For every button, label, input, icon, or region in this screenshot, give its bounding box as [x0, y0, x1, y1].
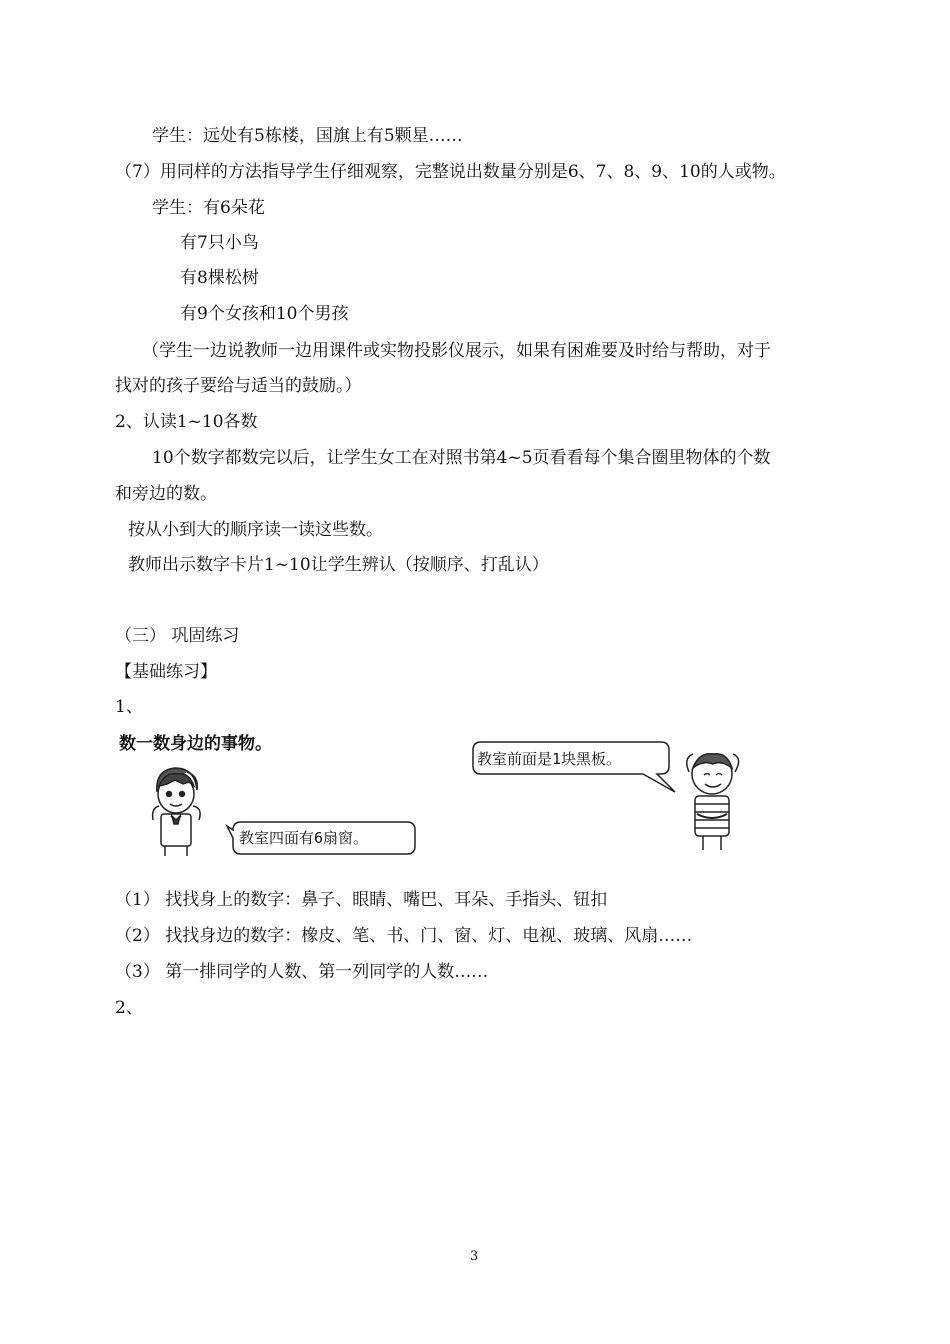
paragraph-line: 学生：远处有5栋楼，国旗上有5颗星…… [152, 126, 463, 146]
girl-speech-text: 教室前面是1块黑板。 [477, 750, 622, 768]
list-item: （1） 找找身上的数字：鼻子、眼睛、嘴巴、耳朵、手指头、钮扣 [115, 890, 608, 910]
figure-title: 数一数身边的事物。 [119, 734, 272, 754]
list-item: （2） 找找身边的数字：橡皮、笔、书、门、窗、灯、电视、玻璃、风扇…… [115, 926, 693, 946]
paragraph-line: （学生一边说教师一边用课件或实物投影仪展示，如果有困难要及时给与帮助，对于 [142, 341, 771, 361]
paragraph-line: 学生：有6朵花 [152, 198, 265, 218]
paragraph-line: （7）用同样的方法指导学生仔细观察，完整说出数量分别是6、7、8、9、10的人或物。 [115, 162, 786, 182]
paragraph-line: 找对的孩子要给与适当的鼓励。） [115, 376, 362, 396]
illustration [115, 728, 755, 863]
paragraph-line: 有9个女孩和10个男孩 [180, 304, 349, 324]
paragraph-line: 和旁边的数。 [115, 484, 217, 504]
paragraph-line: 按从小到大的顺序读一读这些数。 [128, 520, 383, 540]
item-number: 2、 [115, 998, 143, 1018]
item-number: 1、 [115, 697, 143, 717]
subsection-heading: 【基础练习】 [115, 662, 217, 682]
section-heading: （三） 巩固练习 [115, 626, 240, 646]
boy-figure [153, 768, 201, 856]
paragraph-line: 有7只小鸟 [180, 233, 259, 253]
boy-speech-text: 教室四面有6扇窗。 [239, 829, 369, 847]
illustration-drawing [115, 728, 755, 863]
list-item: （3） 第一排同学的人数、第一列同学的人数…… [115, 962, 489, 982]
section-heading: 2、认读1~10各数 [115, 412, 258, 432]
girl-figure [687, 754, 739, 850]
paragraph-line: 10个数字都数完以后，让学生女工在对照书第4~5页看看每个集合圈里物体的个数 [152, 448, 771, 468]
paragraph-line: 教师出示数字卡片1~10让学生辨认（按顺序、打乱认） [128, 555, 549, 575]
page-number: 3 [470, 1249, 479, 1264]
paragraph-line: 有8棵松树 [180, 268, 259, 288]
